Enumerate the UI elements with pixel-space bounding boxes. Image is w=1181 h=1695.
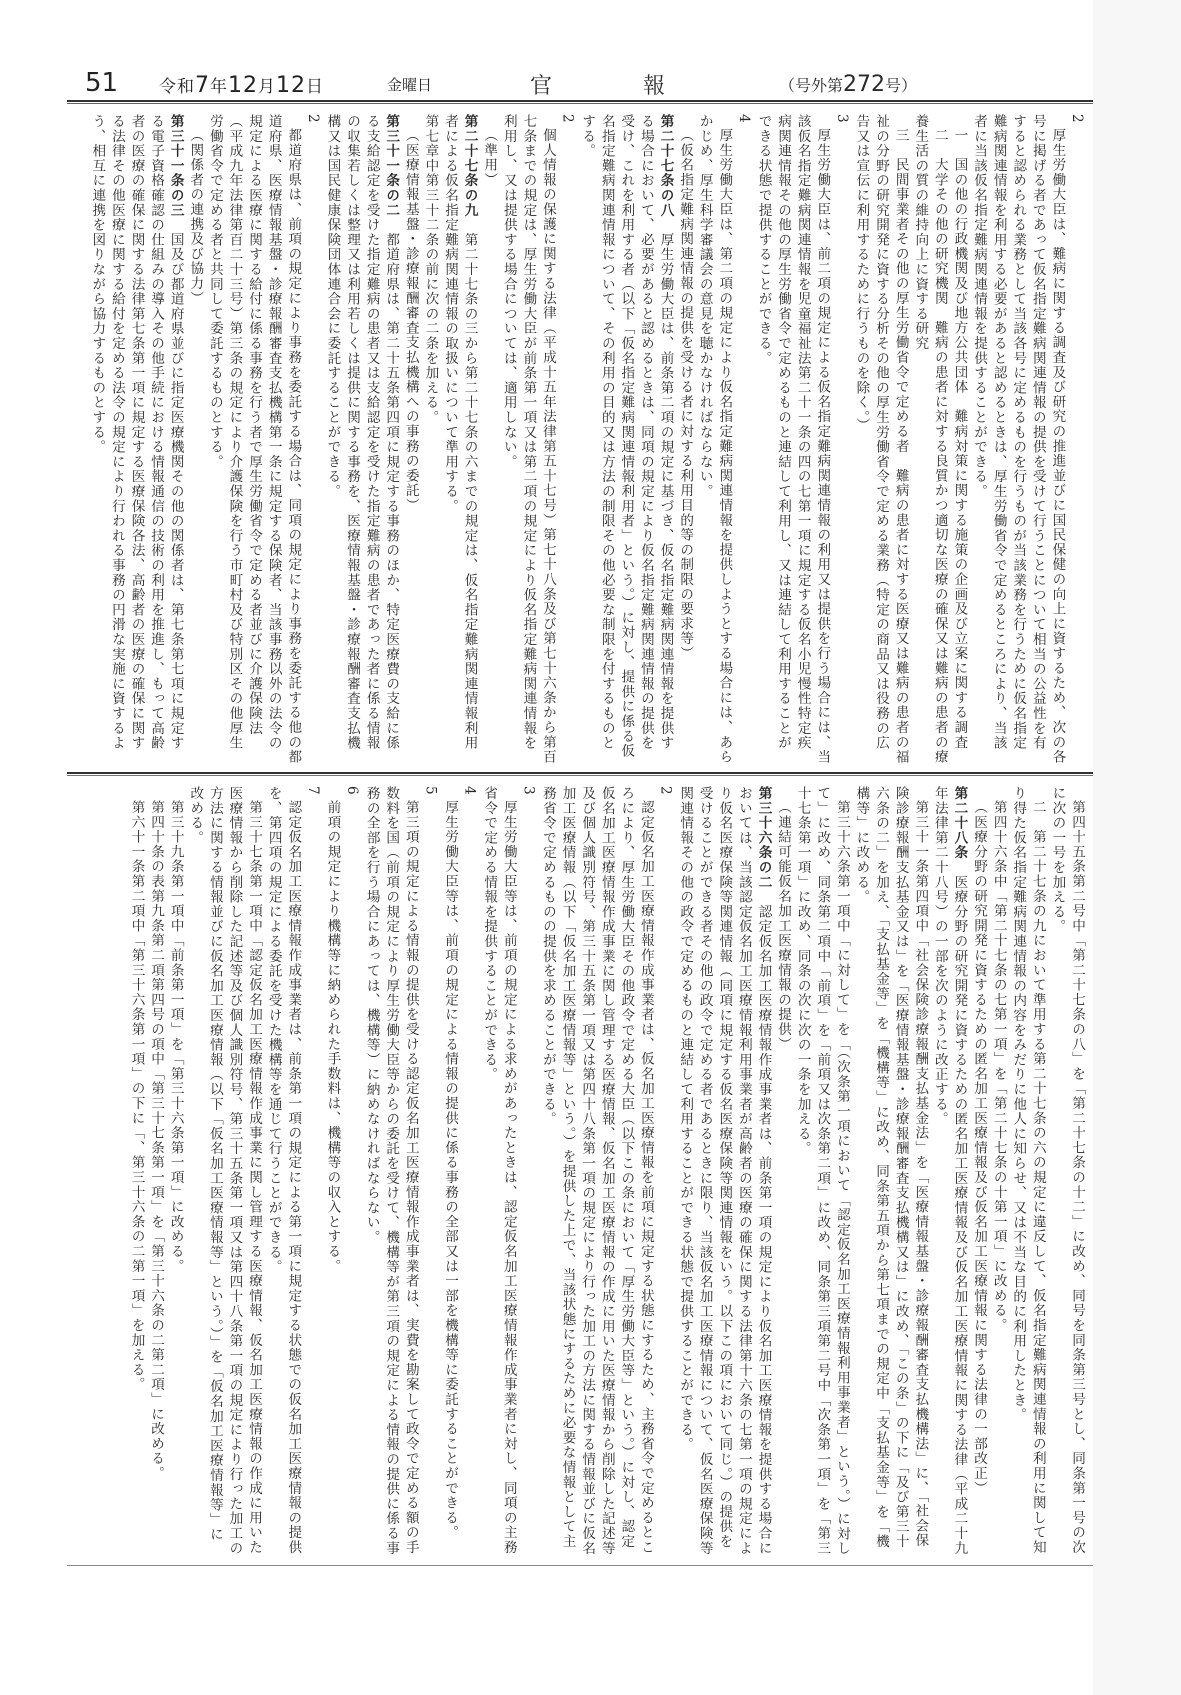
- article-title: 第三十一条の二: [383, 114, 400, 218]
- article-caption: （準用）: [481, 127, 498, 187]
- article: [439, 114, 478, 764]
- paragraph: 第三十六条第一項中「に対して」を「（次条第一項において「認定仮名加工医療情報利用事業者」という。）に対して」に改め、同条第二項中「前項」を「前項又は次条第二項」に改め、同条第三項第二号中「次条第一項」を「第三十七条第一項」に改め、同条の次に次の一条を加える。: [794, 786, 850, 1556]
- article-title: 第三十一条の三: [167, 114, 184, 218]
- paragraph: 第三十九条第一項中「前条第一項」を「第三十六条第一項」に改める。: [167, 799, 184, 1274]
- paragraph-number: 4: [735, 114, 752, 124]
- article-title: 第二十七条の八: [657, 114, 674, 218]
- paragraph: 第四十六条中「第二十七条の七第一項」を「第二十七条の十第一項」に改める。: [990, 799, 1007, 1333]
- article-text: 第二十七条の三から第二十七条の六までの規定は、仮名指定難病関連情報利用者による仮名指定難病関連情報の取扱いについて準用する。: [442, 114, 478, 751]
- paragraph: 第三十一条第四項中「社会保険診療報酬支払基金法」を「医療情報基盤・診療報酬審査支払機構法」に、「社会保険診療報酬支払基金又は」を「医療情報基盤・診療報酬審査支払機構又は」に改め、「この条」の下に「及び第三十六条の二」を加え、「支払基金等」を「機構等」に改め、同条第五項から第七項までの規定中「支払基金等」を「機構等」に改める。: [853, 786, 929, 1549]
- paragraph-number: 6: [344, 786, 361, 796]
- article-text: 都道府県は、第二十五条第四項に規定する事務のほか、特定医療費の支給に係る支給認定を受けた指定難病の患者又は支給認定を受けた指定難病の患者であった者に係る情報の収集若しくは整理又は利用若しくは提供に関する事務を、医療情報基盤・診療報酬審査支払機構又は国民健康保険団体連合会に委託することができる。: [324, 114, 400, 751]
- paragraph: 認定仮名加工医療情報作成事業者は、仮名加工医療情報を前項に規定する状態にするため、主務省令で定めるところにより、厚生労働大臣その他政令で定める大臣（以下この条において「厚生労働大臣等」という。）に対し、認定仮名加工医療情報作成事業に関し管理する医療情報、仮名加工医療情報の作成に用いた医療情報から削除した記述等及び個人識別符号、第三十五条第一項又は第四十八条第一項の規定により行った加工の方法に関する情報並びに仮名加工医療情報（以下「仮名加工医療情報等」という。）を提供した上で、当該状態にするために必要な情報として主務省令で定めるものの提供を求めることができる。: [539, 786, 654, 1556]
- date-day: 12: [276, 73, 306, 98]
- paragraph-number: 3: [833, 114, 850, 124]
- issue-prefix: （号外第: [779, 76, 844, 95]
- weekday: 金曜日: [387, 76, 433, 94]
- date-year: 7: [195, 73, 210, 98]
- article-caption: （連結可能仮名加工医療情報の提供）: [775, 799, 792, 1052]
- paragraph-number: 2: [657, 786, 674, 796]
- paragraph: 第三十七条第一項中「認定仮名加工医療情報作成事業に関し管理する医療情報、仮名加工医療情報の作成に用いた医療情報から削除した記述等及び個人識別符号、第三十五条第一項又は第四十八条第一項の規定により行った加工の方法に関する情報並びに仮名加工医療情報（以下「仮名加工医療情報等」という。）」を「仮名加工医療情報等」に改める。: [187, 786, 263, 1556]
- upper-text-block: [78, 114, 1086, 764]
- article-caption: （仮名指定難病関連情報の提供を受ける者に対する利用目的等の制限の要求等）: [677, 127, 694, 661]
- list-item: 一 国の他の行政機関及び地方公共団体 難病対策に関する施策の企画及び立案に関する調査: [951, 127, 968, 750]
- paragraph: 厚生労働大臣は、難病に関する調査及び研究の推進並びに国民保健の向上に資するため、次の各号に掲げる者であって仮名指定難病関連情報の提供を受けて行うことについて相当の公益性を有すると認められる業務として当該各号に定めるものを行うものが当該業務を行うために仮名指定難病関連情報を利用する必要があると認めるときは、厚生労働省令で定めるところにより、当該者に当該仮名指定難病関連情報を提供することができる。: [971, 114, 1066, 764]
- paragraph-number: 2: [1069, 114, 1085, 124]
- article: [577, 114, 675, 764]
- article-text: 厚生労働大臣は、前条第二項の規定に基づき、仮名指定難病関連情報を提供する場合において、必要があると認めるときは、同項の規定により仮名指定難病関連情報の提供を受け、これを利用する者（以下「仮名指定難病関連情報利用者」という。）に対し、提供に係る仮名指定難病関連情報について、その利用の目的又は方法の制限その他必要な制限を付するものとする。: [579, 114, 674, 759]
- article: [929, 786, 968, 1556]
- date-year-unit: 年: [210, 77, 228, 97]
- paragraph-number: 7: [304, 786, 321, 796]
- issue-date: [159, 72, 324, 98]
- paragraph-number: 5: [422, 786, 439, 796]
- article-caption: （医療分野の研究開発に資するための匿名加工医療情報及び仮名加工医療情報に関する法律の一部改正）: [971, 799, 988, 1496]
- issue-suffix: 号）: [885, 76, 918, 95]
- lower-text-block: [78, 786, 1086, 1556]
- article-text: 国及び都道府県並びに指定医療機関その他の関係者は、第七条第七項に規定する電子資格確認の仕組みの導入その他手続における情報通信の技術の利用を推進し、もって高齢者の医療の確保に関する法律第七条第一項に規定する医療保険各法、高齢者の医療の確保に関する法律その他医療に関する給付を定める法令の規定により行われる事務の円滑な実施に資するよう、相互に連携を図りながら協力するものとする。: [89, 114, 184, 751]
- article-caption: （医療情報基盤・診療報酬審査支払機構への事務の委託）: [402, 127, 419, 513]
- header-rule: [67, 100, 1093, 104]
- article-text: 医療分野の研究開発に資するための匿名加工医療情報及び仮名加工医療情報に関する法律（平成二十九年法律第二十八号）の一部を次のように改正する。: [931, 786, 968, 1556]
- article-text: 認定仮名加工医療情報作成事業者は、前条第一項の規定により仮名加工医療情報を提供する場合においては、当該認定仮名加工医療情報利用事業者が高齢者の医療の確保に関する法律第十六条の七第一項の規定により仮名医療保険等関連情報（同項に規定する仮名医療保険等関連情報をいう。以下この項において同じ。）の提供を受けることができる者その他の政令で定める者であるときに限り、当該仮名加工医療情報について、仮名医療保険等関連情報その他の政令で定めるものと連結して利用することができる状態で提供することができる。: [677, 786, 772, 1556]
- paragraph-number: 4: [461, 786, 478, 796]
- date-era: 令和: [159, 77, 195, 97]
- paragraph: 第三項の規定による情報の提供を受ける認定仮名加工医療情報作成事業者は、実費を勘案して政令で定める額の手数料を国（前項の規定により厚生労働大臣等からの委託を受けて、機構等が第三項の規定による情報の提供に係る事務の全部を行う場合にあっては、機構等）に納めなければならない。: [363, 786, 419, 1556]
- paragraph: 厚生労働大臣等は、前項の規定による情報の提供に係る事務の全部又は一部を機構等に委託することができる。: [442, 799, 458, 1540]
- paragraph: 厚生労働大臣は、前二項の規定による仮名指定難病関連情報の利用又は提供を行う場合には、当該仮名指定難病関連情報を児童福祉法第二十一条の四の七第一項に規定する仮名小児慢性特定疾病関連情報その他の厚生労働省令で定めるものと連結して利用し、又は連結して利用することができる状態で提供することができる。: [755, 114, 831, 764]
- article-title: 第二十八条: [951, 786, 968, 860]
- paragraph-number: 2: [304, 114, 321, 124]
- paragraph: 認定仮名加工医療情報作成事業者は、前条第一項の規定による第一項に規定する状態での仮名加工医療情報の提供を、第四項の規定による委託を受けた機構等を通じて行うことができる。: [265, 786, 302, 1555]
- page-number: 51: [85, 68, 119, 98]
- footer-rule: [67, 1565, 1093, 1566]
- paragraph: 厚生労働大臣は、第二項の規定により仮名指定難病関連情報を提供しようとする場合には、あらかじめ、厚生科学審議会の意見を聴かなければならない。: [696, 114, 733, 764]
- paragraph-number: 3: [520, 786, 537, 796]
- paragraph: 第四十条の表第九条第二項第四号の項中「第三十七条第一項」を「第三十六条の二第二項」に改める。: [148, 799, 165, 1481]
- paragraph: 個人情報の保護に関する法律（平成十五年法律第五十七号）第七十八条及び第七十六条から第百七条までの規定は、厚生労働大臣が前条第一項又は第二項の規定により仮名指定難病関連情報を利用し、又は提供する場合については、適用しない。: [500, 114, 556, 764]
- paragraph: 厚生労働大臣等は、前項の規定による求めがあったときは、認定仮名加工医療情報作成事業者に対し、同項の主務省令で定める情報を提供することができる。: [481, 786, 517, 1555]
- date-day-unit: 日: [306, 77, 324, 97]
- article-title: 第二十七条の九: [461, 114, 478, 218]
- article: [322, 114, 400, 764]
- paragraph: 第六十一条第二項中「第三十六条第一項」の下に「、第三十六条の二第一項」を加える。: [128, 799, 145, 1392]
- date-month-unit: 月: [258, 77, 276, 97]
- article-title: 第三十六条の二: [755, 786, 772, 890]
- list-item: 二 大学その他の研究機関 難病の患者に対する良質かつ適切な医療の確保又は難病の患者の療養生活の質の維持向上に資する研究: [912, 114, 948, 764]
- paragraph: 前項の規定により機構等に納められた手数料は、機構等の収入とする。: [324, 799, 341, 1274]
- page-header: [67, 66, 1093, 100]
- paragraph-number: 2: [559, 114, 576, 124]
- gazette-title-1: 官: [530, 74, 553, 99]
- paragraph: 第七章中第三十二条の前に次の二条を加える。: [422, 114, 439, 425]
- list-item: 三 民間事業者その他の厚生労働省令で定める者 難病の患者に対する医療又は難病の患者の福祉の分野の研究開発に資する分析その他の厚生労働省令で定める業務（特定の商品又は役務の広告又は宣伝に利用するために行うものを除く。）: [853, 114, 909, 764]
- paragraph: 都道府県は、前項の規定により事務を委託する場合は、同項の規定により事務を委託する他の都道府県、医療情報基盤・診療報酬審査支払機構第一条に規定する保険者、当該事務以外の法令の規定による医療に関する給付に係る事務を行う者で厚生労働省令で定める者並びに介護保険法（平成九年法律第百二十三号）第三条の規定により介護保険を行う市町村及び特別区その他厚生労働省令で定める者と共同して委託するものとする。: [206, 114, 302, 764]
- article: [675, 786, 773, 1556]
- date-month: 12: [228, 73, 258, 98]
- section-divider-rule: [67, 772, 1093, 776]
- issue-number-value: 272: [843, 72, 886, 97]
- list-item: 二 第二十七条の九において準用する第二十七条の六の規定に違反して、仮名指定難病関連情報の利用に関して知り得た仮名指定難病関連情報の内容をみだりに他人に知らせ、又は不当な目的に利用したとき。: [1010, 786, 1046, 1555]
- article-caption: （関係者の連携及び協力）: [187, 127, 204, 306]
- article: [87, 114, 185, 764]
- issue-number: [779, 72, 917, 97]
- gazette-title-2: 報: [643, 74, 666, 99]
- paragraph: 第四十五条第二号中「第二十七条の八」を「第二十七条の十二」に改め、同号を同条第三号とし、同条第一号の次に次の一号を加える。: [1049, 786, 1085, 1555]
